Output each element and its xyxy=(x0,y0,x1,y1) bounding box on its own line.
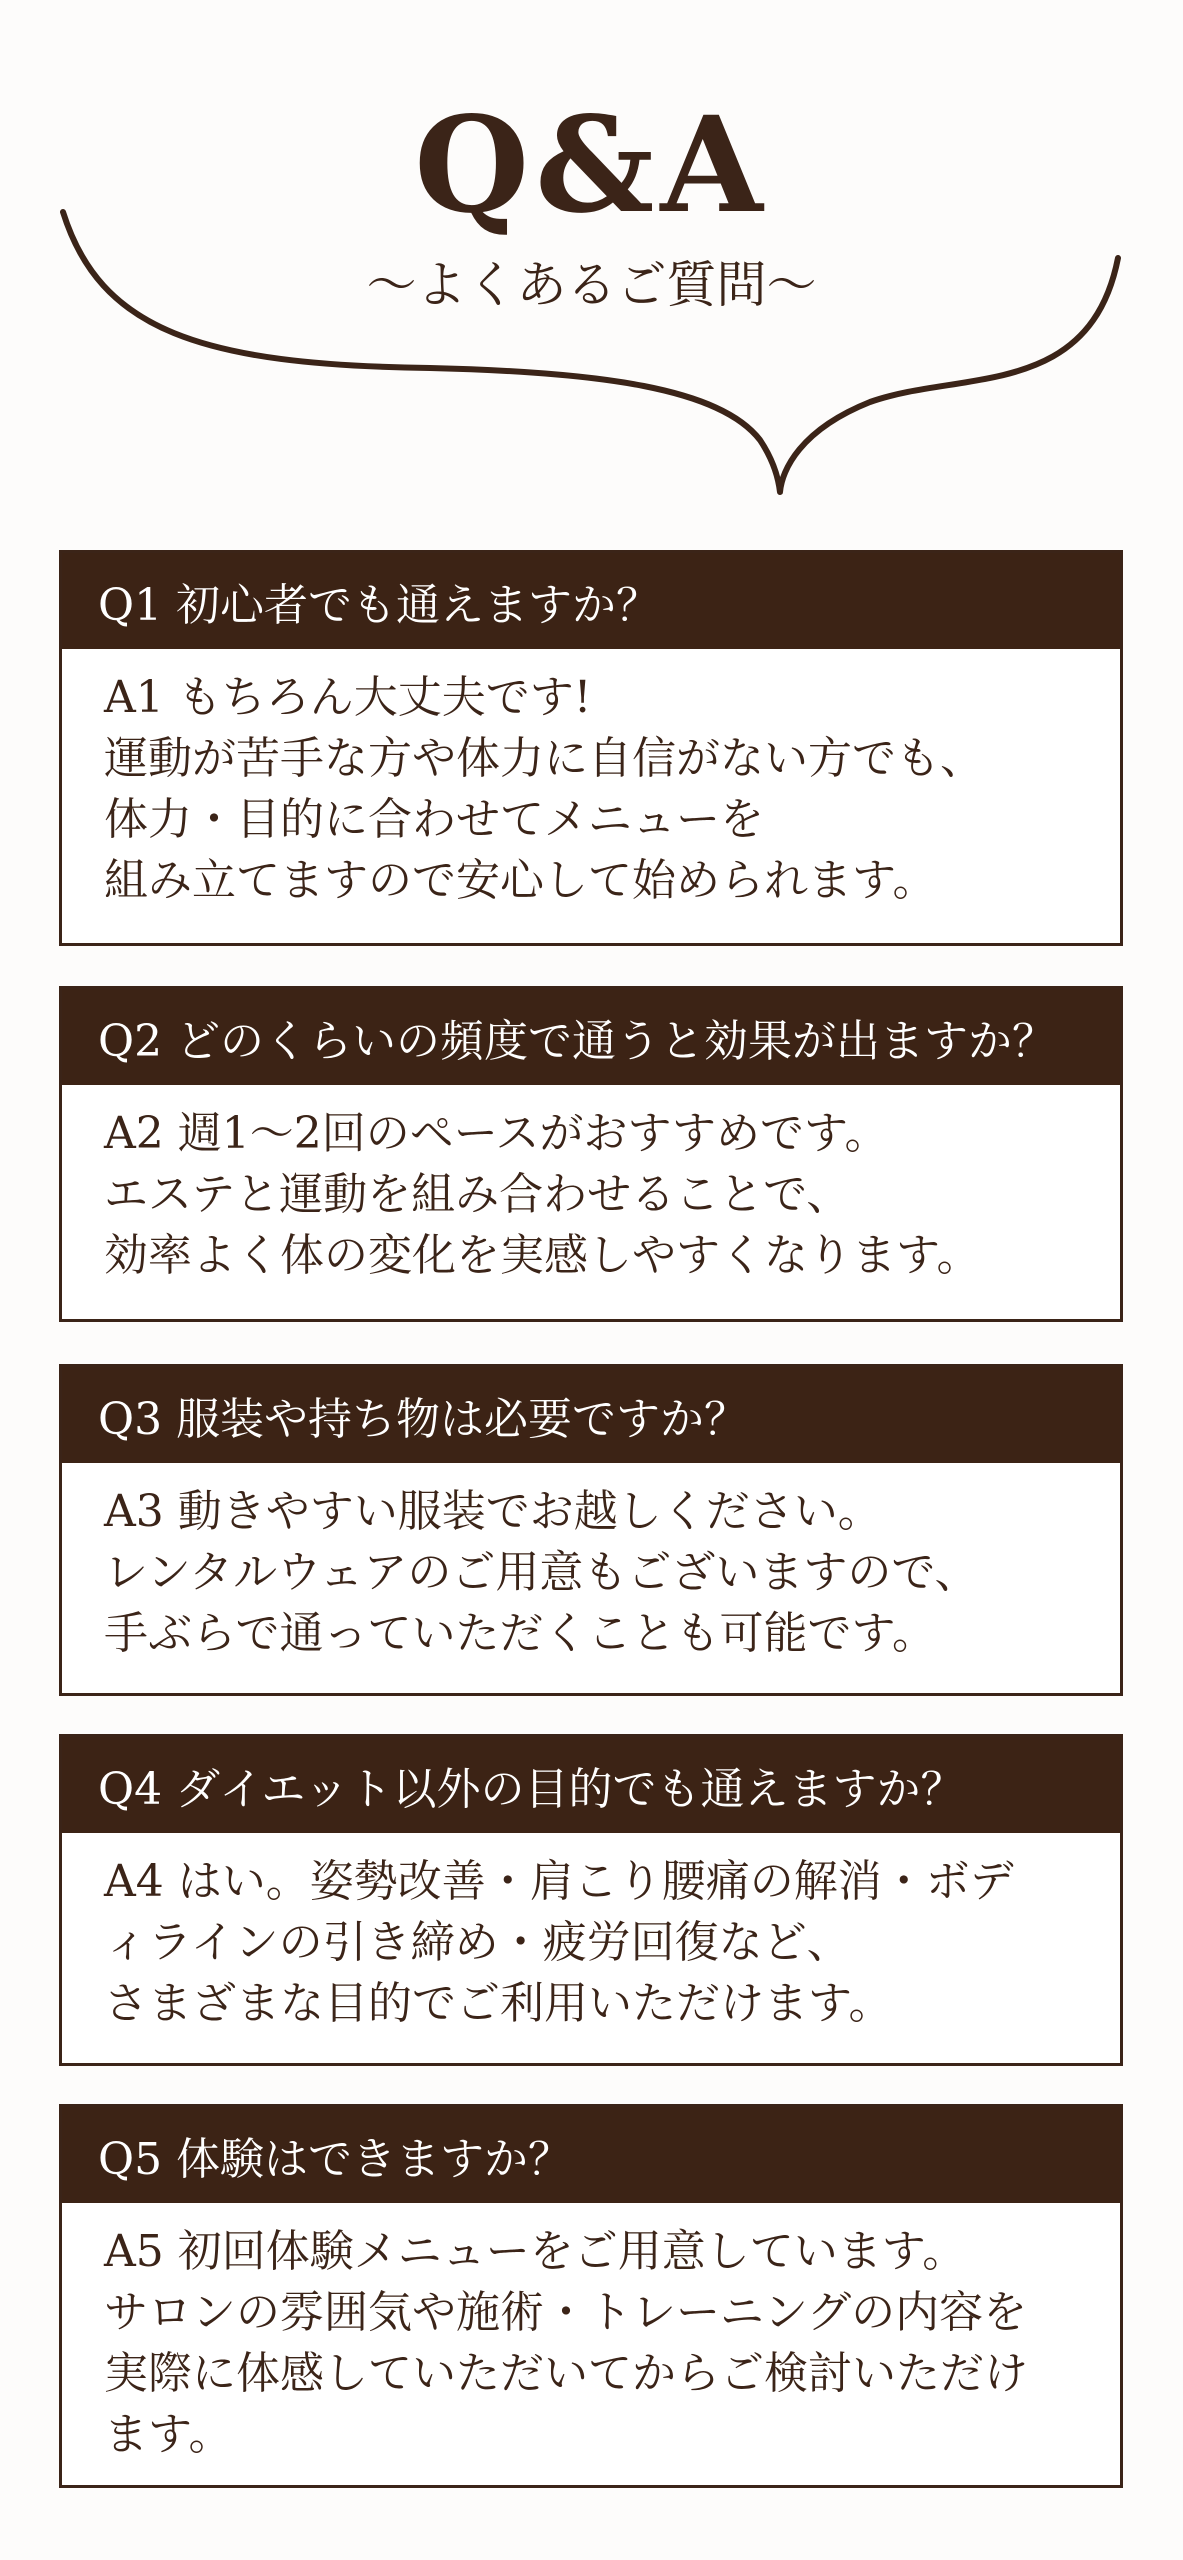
faq-question-1: Q1 初心者でも通えますか？ xyxy=(62,553,1120,649)
answer-line: エステと運動を組み合わせることで、 xyxy=(104,1169,851,1220)
page-title: Q&A xyxy=(414,88,769,243)
answer-line: A3 動きやすい服装でお越しください。 xyxy=(104,1486,882,1537)
faq-answer-5 xyxy=(62,2203,1120,2479)
answer-line: 手ぶらで通っていただくことも可能です。 xyxy=(104,1608,937,1659)
answer-line: ます。 xyxy=(104,2409,233,2460)
answer-line: さまざまな目的でご利用いただけます。 xyxy=(104,1978,893,2029)
answer-line: レンタルウェアのご用意もございますので、 xyxy=(104,1547,979,1598)
faq-item-1 xyxy=(59,550,1123,946)
answer-line: A5 初回体験メニューをご用意しています。 xyxy=(104,2226,967,2277)
faq-answer-2 xyxy=(62,1085,1120,1300)
faq-item-3 xyxy=(59,1364,1123,1696)
faq-item-2 xyxy=(59,986,1123,1322)
page-subtitle: 〜よくあるご質問〜 xyxy=(366,256,817,314)
answer-line: 効率よく体の変化を実感しやすくなります。 xyxy=(104,1230,981,1281)
faq-question-4: Q4 ダイエット以外の目的でも通えますか？ xyxy=(62,1737,1120,1833)
answer-line: 実際に体感していただいてからご検討いただけ xyxy=(104,2348,1028,2399)
answer-line: 体力・目的に合わせてメニューを xyxy=(104,794,764,845)
faq-item-4 xyxy=(59,1734,1123,2066)
answer-line: ィラインの引き締め・疲労回復など、 xyxy=(104,1917,851,1968)
faq-header xyxy=(0,0,1183,520)
faq-answer-3 xyxy=(62,1463,1120,1678)
answer-line: A1 もちろん大丈夫です! xyxy=(104,672,592,723)
answer-line: A2 週1〜2回のペースがおすすめです。 xyxy=(104,1108,889,1159)
faq-question-3: Q3 服装や持ち物は必要ですか？ xyxy=(62,1367,1120,1463)
faq-question-2: Q2 どのくらいの頻度で通うと効果が出ますか？ xyxy=(62,989,1120,1085)
faq-answer-4 xyxy=(62,1833,1120,2048)
faq-answer-1 xyxy=(62,649,1120,925)
answer-line: 組み立てますので安心して始められます。 xyxy=(104,855,937,906)
faq-item-5 xyxy=(59,2104,1123,2488)
answer-line: サロンの雰囲気や施術・トレーニングの内容を xyxy=(104,2287,1028,2338)
faq-question-5: Q5 体験はできますか？ xyxy=(62,2107,1120,2203)
answer-line: A4 はい。姿勢改善・肩こり腰痛の解消・ボデ xyxy=(104,1856,1014,1907)
answer-line: 運動が苦手な方や体力に自信がない方でも、 xyxy=(104,733,984,784)
